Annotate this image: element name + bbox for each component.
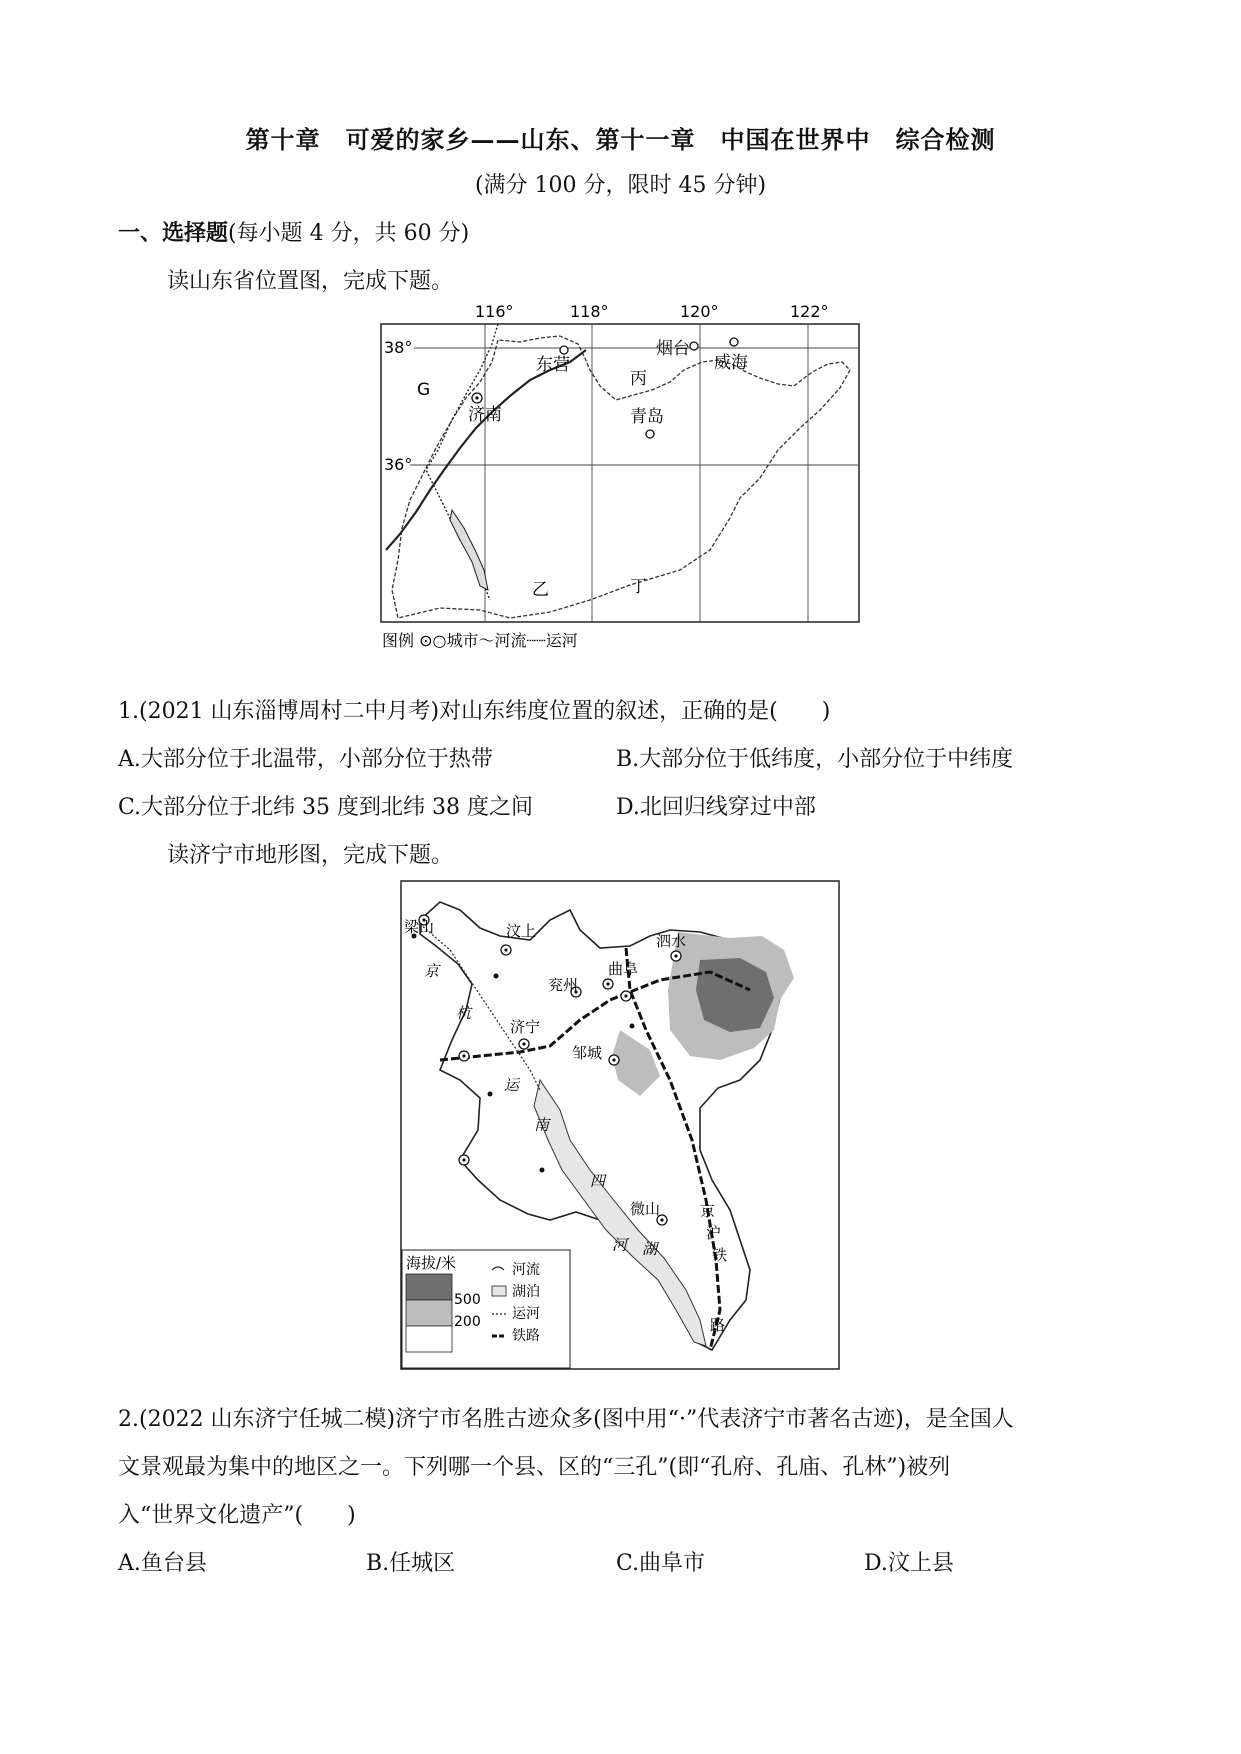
feature-char: 南 xyxy=(534,1116,550,1134)
legend-item: 铁路 xyxy=(512,1328,540,1344)
question-2-option-d[interactable]: D.汶上县 xyxy=(864,1551,954,1576)
question-2-stem-line1: 2.(2022 山东济宁任城二模)济宁市名胜古迹众多(图中用“·”代表济宁市著名古迹)，是全国人 xyxy=(118,1407,1014,1432)
lon-label: 116° xyxy=(475,302,514,321)
feature-char: 杭 xyxy=(456,1004,472,1022)
feature-char: 铁 xyxy=(712,1246,728,1264)
map-frame xyxy=(381,324,859,622)
feature-char: 湖 xyxy=(642,1240,658,1258)
place-yanzhou: 兖州 xyxy=(548,976,579,994)
place-weishan: 微山 xyxy=(630,1200,661,1218)
question-2-stem-line2: 文景观最为集中的地区之一。下列哪一个县、区的“三孔”(即“孔府、孔庙、孔林”)被列 xyxy=(118,1455,951,1480)
city-markers xyxy=(472,338,738,438)
feature-char: 四 xyxy=(590,1172,606,1190)
lon-label: 118° xyxy=(570,302,609,321)
question-2-option-c[interactable]: C.曲阜市 xyxy=(616,1551,706,1576)
legend-level: 200 xyxy=(454,1314,481,1330)
question-1-option-c[interactable]: C.大部分位于北纬 35 度到北纬 38 度之间 xyxy=(118,795,534,820)
section-heading-label: 一、选择题 xyxy=(118,220,229,246)
shandong-location-map xyxy=(380,300,860,662)
place-sishui: 泗水 xyxy=(656,932,687,950)
legend-level: 500 xyxy=(454,1292,481,1308)
question-1-option-d[interactable]: D.北回归线穿过中部 xyxy=(616,795,816,820)
page-subtitle: (满分 100 分，限时 45 分钟) xyxy=(474,173,767,198)
city-label-dongying: 东营 xyxy=(536,355,570,375)
nansi-lake xyxy=(450,510,488,590)
lon-label: 120° xyxy=(680,302,719,321)
lat-label: 38° xyxy=(384,338,413,357)
city-label-qingdao: 青岛 xyxy=(630,407,664,427)
legend-item: 河流 xyxy=(512,1262,540,1278)
marker-bing: 丙 xyxy=(630,369,647,389)
place-wenshang: 汶上 xyxy=(506,922,537,940)
place-jining: 济宁 xyxy=(510,1018,541,1036)
intro-map1: 读山东省位置图，完成下题。 xyxy=(167,269,454,294)
question-2-option-a[interactable]: A.鱼台县 xyxy=(118,1551,207,1576)
city-label-yantai: 烟台 xyxy=(656,339,690,359)
province-boundary xyxy=(392,336,850,618)
question-2-option-b[interactable]: B.任城区 xyxy=(366,1551,456,1576)
place-zoucheng: 邹城 xyxy=(572,1044,603,1062)
city-label-jinan: 济南 xyxy=(468,405,502,425)
place-liangshan: 梁山 xyxy=(404,918,435,936)
marker-g: G xyxy=(417,380,431,400)
yellow-river xyxy=(386,350,586,550)
jining-terrain-map xyxy=(400,880,840,1370)
legend-title: 海拔/米 xyxy=(406,1254,457,1272)
intro-map2: 读济宁市地形图，完成下题。 xyxy=(167,843,454,868)
map1-legend: 图例 ⊙○城市〜河流┈┈运河 xyxy=(382,631,578,650)
question-1-stem: 1.(2021 山东淄博周村二中月考)对山东纬度位置的叙述，正确的是( ) xyxy=(118,699,831,724)
city-label-weihai: 威海 xyxy=(714,353,748,373)
section-heading-note: (每小题 4 分，共 60 分) xyxy=(228,221,470,246)
question-1-option-a[interactable]: A.大部分位于北温带，小部分位于热带 xyxy=(118,747,493,772)
feature-char: 京 xyxy=(700,1202,716,1220)
page-title: 第十章 可爱的家乡——山东、第十一章 中国在世界中 综合检测 xyxy=(245,125,996,154)
graticule xyxy=(381,324,859,622)
feature-char: 运 xyxy=(504,1076,520,1094)
map2-legend xyxy=(402,1250,570,1368)
legend-item: 运河 xyxy=(512,1306,540,1322)
lon-label: 122° xyxy=(790,302,829,321)
section-heading xyxy=(118,216,469,247)
question-2-stem-line3: 入“世界文化遗产”( ) xyxy=(118,1503,356,1528)
marker-ding: 丁 xyxy=(630,577,647,597)
grand-canal xyxy=(426,324,498,600)
feature-char: 河 xyxy=(612,1236,628,1254)
feature-char: 路 xyxy=(710,1316,726,1334)
question-1-option-b[interactable]: B.大部分位于低纬度，小部分位于中纬度 xyxy=(616,747,1014,772)
place-qufu: 曲阜 xyxy=(608,960,639,978)
feature-char: 京 xyxy=(424,962,440,980)
feature-char: 沪 xyxy=(706,1224,722,1242)
lat-label: 36° xyxy=(384,455,413,474)
marker-yi: 乙 xyxy=(532,580,549,600)
legend-item: 湖泊 xyxy=(512,1284,540,1300)
